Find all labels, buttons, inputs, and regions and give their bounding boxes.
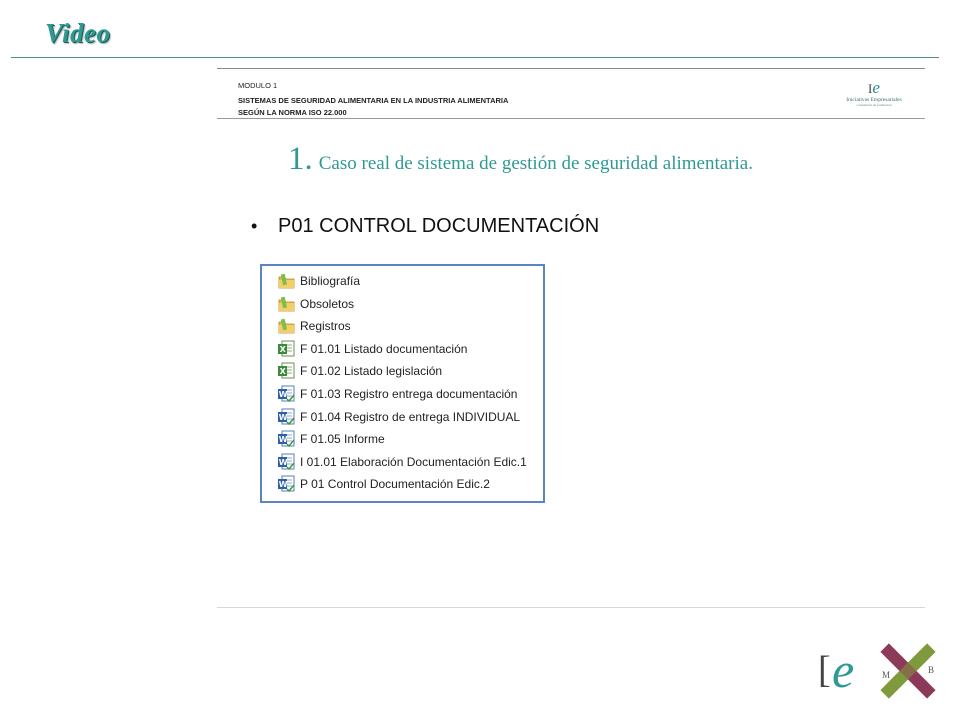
file-list-item[interactable]: [277, 316, 351, 336]
file-list-item-label: P 01 Control Documentación Edic.2: [300, 477, 490, 492]
slide-top-divider: [217, 68, 925, 69]
section-number: 1.: [288, 141, 313, 177]
file-list-item-label: Bibliografía: [300, 274, 361, 288]
word-icon: [277, 475, 296, 493]
folder-icon: [277, 317, 296, 335]
section-heading: [288, 141, 753, 178]
folder-icon: [277, 272, 296, 290]
svg-text:W: W: [278, 390, 288, 399]
svg-text:X: X: [279, 367, 286, 377]
word-icon: [277, 408, 296, 426]
title-divider: [11, 57, 939, 58]
file-list-item[interactable]: [277, 294, 354, 314]
page-title: Video: [45, 18, 111, 48]
file-list-item-label: Registros: [300, 319, 351, 334]
file-list-item-label: I 01.01 Elaboración Documentación Edic.1: [300, 454, 527, 469]
file-list-item-label: F 01.02 Listado legislación: [300, 364, 443, 379]
ie-logo-bracket: [: [818, 649, 831, 691]
file-list-item-label: F 01.03 Registro entrega documentación: [300, 387, 518, 401]
file-list-item[interactable]: [277, 407, 520, 427]
ie-logo: [818, 644, 868, 698]
ie-logo-letter: e: [832, 642, 855, 698]
x-logo: [878, 642, 938, 700]
header-logo-mark: Ie: [868, 78, 880, 97]
svg-text:W: W: [278, 435, 288, 445]
file-list-item-label: F 01.01 Listado documentación: [300, 341, 468, 356]
x-logo-letter-b: B: [928, 665, 935, 675]
excel-icon: [277, 362, 296, 380]
file-list-item-label: F 01.05 Informe: [300, 432, 385, 447]
file-list-item[interactable]: [277, 429, 385, 449]
section-heading-text: Caso real de sistema de gestión de seguridad alimentaria.: [318, 153, 753, 174]
file-list-item-label: Obsoletos: [300, 296, 355, 311]
file-list-item[interactable]: [277, 474, 490, 494]
file-list-item[interactable]: [277, 361, 442, 381]
word-icon: [277, 453, 296, 471]
svg-text:X: X: [279, 344, 286, 354]
slide: [217, 68, 925, 608]
word-icon: [277, 385, 296, 403]
excel-icon: [277, 340, 296, 358]
slide-module-label: MODULO 1: [238, 81, 278, 90]
folder-icon: [277, 295, 296, 313]
file-list-item[interactable]: [277, 339, 467, 359]
file-list-item[interactable]: [277, 384, 517, 404]
slide-course-subtitle: SEGÚN LA NORMA ISO 22.000: [238, 108, 347, 117]
slide-course-title: SISTEMAS DE SEGURIDAD ALIMENTARIA EN LA INDUSTRIA ALIMENTARIA: [238, 96, 509, 105]
word-icon: [277, 430, 296, 448]
slide-bottom-divider: [217, 607, 925, 608]
file-list-panel: [260, 264, 545, 503]
file-list-item[interactable]: [277, 271, 360, 291]
bullet-item: [251, 215, 599, 238]
svg-text:W: W: [278, 480, 288, 490]
file-list-item-label: F 01.04 Registro de entrega INDIVIDUAL: [300, 409, 521, 424]
svg-text:W: W: [278, 457, 288, 467]
header-logo: [837, 80, 911, 114]
slide-header-divider: [217, 118, 925, 119]
svg-text:W: W: [278, 412, 288, 422]
x-logo-letter-m: M: [882, 670, 891, 680]
header-logo-name: Iniciativas Empresariales: [846, 97, 902, 103]
file-list-item[interactable]: [277, 452, 527, 472]
bullet-text: P01 CONTROL DOCUMENTACIÓN: [278, 215, 600, 237]
header-logo-sub: consultoría de formación: [856, 103, 892, 107]
bullet-symbol: •: [251, 216, 258, 236]
